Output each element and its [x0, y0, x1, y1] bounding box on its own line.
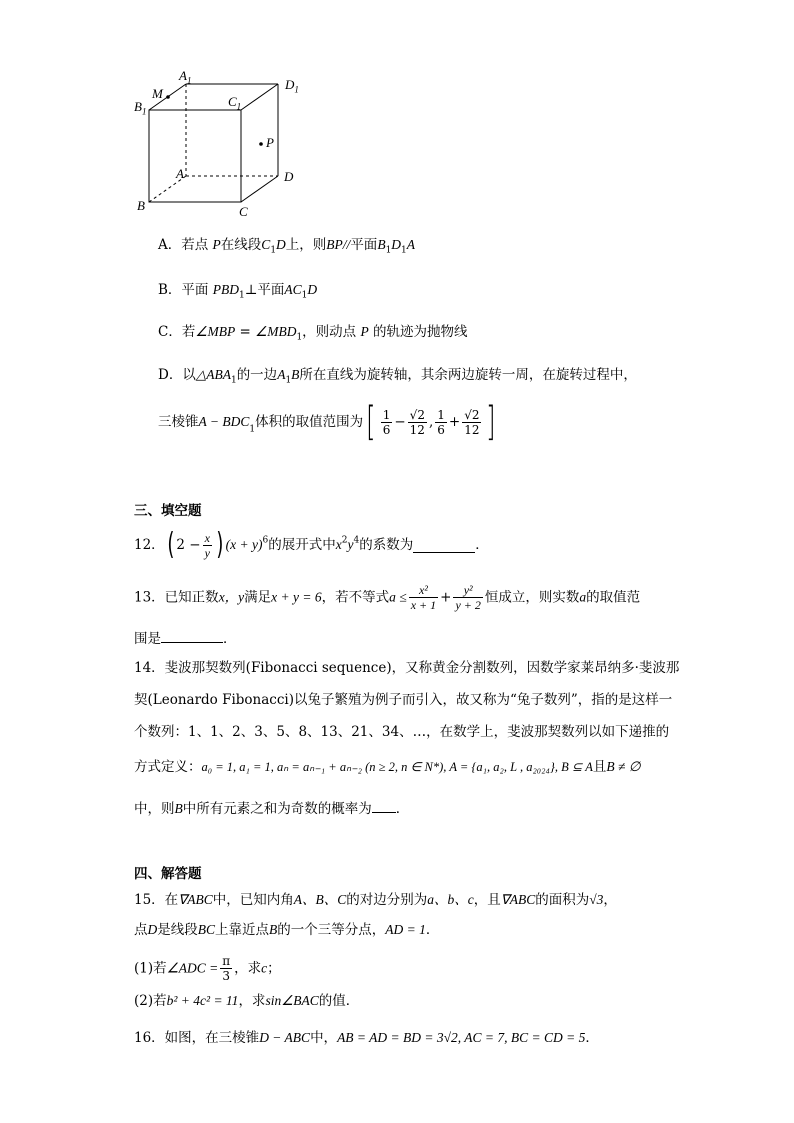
label-D: D	[284, 169, 294, 184]
label-C1: $C_1$	[228, 94, 242, 112]
question-13-line1: 13．已知正数x，y满足x + y = 6，若不等式a ≤ $\frac{\text{x²}}{x + 1}$ + $\frac{\text{y²}}{y + 2}$ 恒成立，则实数a的取值范	[134, 583, 641, 612]
edge-C1D1	[241, 84, 278, 110]
option-D-line2: 三棱锥$A - BDC_1$体积的取值范围为[ $\frac{1}{6}$ − $\frac{√2}{12}$ , $\frac{1}{6}$ + $\frac{√2}{12}$ ]	[158, 399, 496, 445]
question-14-line4: 方式定义：a₀ = 1, a₁ = 1, aₙ = aₙ₋₁ + aₙ₋₂ (n ≥ 2, n ∈ N*), A = {a₁, a₂, L , a₂₀₂₄}, B ⊆ A且B ≠ ∅	[134, 759, 641, 775]
question-15-line1: 15．在∇ABC中，已知内角A、B、C的对边分别为a、b、c，且∇ABC的面积为√3，	[134, 892, 617, 908]
label-A: A	[176, 166, 184, 181]
question-14-line2: 契(Leonardo Fibonacci)以兔子繁殖为例子而引入，故又称为“兔子数列”，指的是这样一	[134, 692, 673, 708]
question-13-line2: 围是 ．	[134, 628, 237, 649]
question-15-line2: 点D是线段BC上靠近点B的一个三等分点，AD = 1．	[134, 922, 440, 938]
label-A1: $A_1$	[179, 68, 192, 86]
cube-front-face	[149, 110, 241, 202]
point-P	[259, 142, 263, 146]
question-15-sub1: (1)若∠ADC = $\frac{\pi}{3}$ ，求c；	[134, 954, 281, 983]
answer-blank-13[interactable]	[161, 628, 223, 643]
question-14-line3: 个数列：1、1、2、3、5、8、13、21、34、…，在数学上，斐波那契数列以如下递推的	[134, 724, 670, 740]
edge-CD	[241, 176, 278, 202]
question-14-line5: 中，则B中所有元素之和为奇数的概率为 ．	[134, 798, 409, 819]
option-C: C．若∠MBP = $\angle MBD_1$，则动点 P 的轨迹为抛物线	[158, 324, 468, 343]
label-B1: $B_1$	[134, 99, 147, 117]
option-A: A．若点 P在线段$C_1D$上，则BP//平面$B_1D_1A$	[158, 237, 416, 256]
answer-blank-14[interactable]	[372, 798, 396, 813]
question-16: 16．如图，在三棱锥D − ABC中，AB = AD = BD = 3√2, AC = 7, BC = CD = 5．	[134, 1030, 599, 1046]
section-3-title: 三、填空题	[134, 503, 202, 519]
label-M: M	[152, 86, 163, 101]
label-C: C	[239, 204, 248, 219]
label-P: P	[266, 135, 274, 150]
label-B: B	[137, 198, 145, 213]
question-15-sub2: (2)若b² + 4c² = 11，求sin∠BAC的值．	[134, 993, 360, 1009]
section-4-title: 四、解答题	[134, 866, 202, 882]
label-D1: $D_1$	[285, 77, 299, 95]
question-14-line1: 14．斐波那契数列(Fibonacci sequence)，又称黄金分割数列，因数学家莱昂纳多·斐波那	[134, 660, 680, 676]
question-12: 12．( 2 − $\frac{x}{y}$ ) $(x + y)^6$的展开式中$x^2y^4$的系数为 ．	[134, 527, 489, 562]
option-D-line1: D．以$\triangle ABA_1$的一边$A_1B$所在直线为旋转轴，其余两边旋转一周，在旋转过程中，	[158, 367, 637, 386]
point-M	[166, 95, 170, 99]
answer-blank-12[interactable]	[413, 538, 475, 553]
option-B: B．平面 $PBD_1\perp$平面$AC_1D$	[158, 282, 318, 301]
